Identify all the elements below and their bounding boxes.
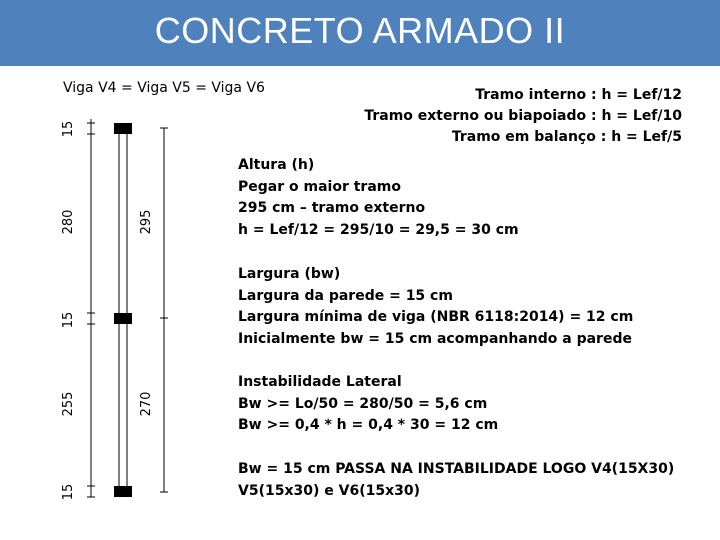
page-title: CONCRETO ARMADO II (154, 10, 566, 51)
conclusion-section (238, 459, 674, 502)
instability-title: Instabilidade Lateral (238, 374, 402, 390)
width-section (238, 264, 633, 350)
rule-exterior-span: Tramo externo ou biapoiado : h = Lef/10 (364, 108, 682, 124)
height-line: 295 cm – tramo externo (238, 200, 426, 216)
height-title: Altura (h) (238, 157, 315, 173)
pillar-bottom (114, 486, 132, 497)
dim-outer-2: 280 (61, 209, 76, 235)
rule-cantilever-span: Tramo em balanço : h = Lef/5 (451, 129, 682, 145)
conclusion-line: V5(15x30) e V6(15x30) (238, 482, 420, 499)
dim-outer-4: 255 (61, 391, 76, 417)
dim-inner-2: 270 (139, 391, 154, 417)
pillar-middle (114, 313, 132, 324)
width-line: Inicialmente bw = 15 cm acompanhando a parede (238, 330, 632, 347)
dim-outer-3: 15 (61, 311, 76, 329)
width-line: Largura mínima de viga (NBR 6118:2014) = 12 cm (238, 309, 634, 325)
height-section (238, 155, 519, 241)
instability-line: Bw >= 0,4 * h = 0,4 * 30 = 12 cm (238, 417, 499, 433)
width-line: Largura da parede = 15 cm (238, 287, 453, 304)
instability-line: Bw >= Lo/50 = 280/50 = 5,6 cm (238, 395, 488, 412)
dim-inner-1: 295 (139, 209, 154, 235)
lateral-instability-section (238, 372, 498, 437)
dim-outer-1: 15 (61, 120, 76, 138)
height-line: Pegar o maior tramo (238, 178, 401, 195)
rule-interior-span: Tramo interno : h = Lef/12 (475, 87, 682, 103)
width-title: Largura (bw) (238, 266, 341, 282)
conclusion-line: Bw = 15 cm PASSA NA INSTABILIDADE LOGO V4(15X30) (238, 461, 675, 477)
beam-label: Viga V4 = Viga V5 = Viga V6 (63, 80, 265, 96)
pillar-top (114, 123, 132, 134)
dim-outer-5: 15 (61, 483, 76, 501)
height-line: h = Lef/12 = 295/10 = 29,5 = 30 cm (238, 221, 519, 238)
